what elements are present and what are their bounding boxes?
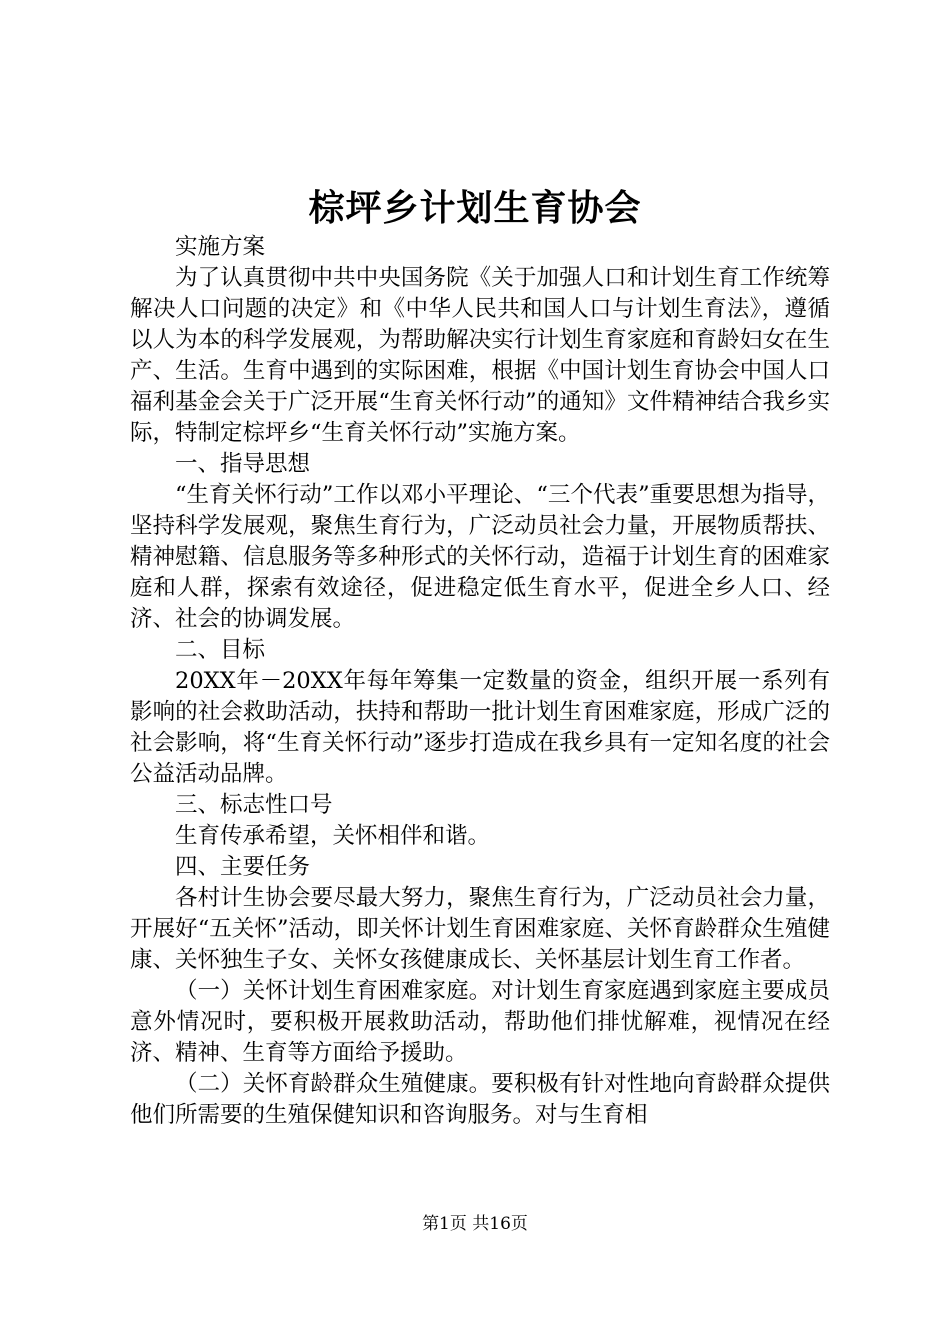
paragraph: 实施方案 (175, 234, 266, 260)
paragraph: 各村计生协会要尽最大努力，聚焦生育行为，广泛动员社会力量，开展好“五关怀”活动，即关怀计划生育困难家庭、关怀育龄群众生殖健康、关怀独生子女、关怀女孩健康成长、关怀基层计划生育工作者。 (130, 885, 830, 973)
document-body (130, 232, 830, 1131)
paragraph: 20XX年－20XX年每年筹集一定数量的资金，组织开展一系列有影响的社会救助活动，扶持和帮助一批计划生育困难家庭，形成广泛的社会影响，将“生育关怀行动”逐步打造成在我乡具有一定知名度的社会公益活动品牌。 (130, 668, 830, 787)
section-heading: 一、指导思想 (175, 451, 311, 477)
paragraph: “生育关怀行动”工作以邓小平理论、“三个代表”重要思想为指导，坚持科学发展观，聚焦生育行为，广泛动员社会力量，开展物质帮扶、精神慰籍、信息服务等多种形式的关怀行动，造福于计划生育的困难家庭和人群，探索有效途径，促进稳定低生育水平，促进全乡人口、经济、社会的协调发展。 (130, 482, 830, 632)
paragraph: 生育传承希望，关怀相伴和谐。 (175, 823, 491, 849)
section-heading: 四、主要任务 (175, 854, 311, 880)
paragraph: （一）关怀计划生育困难家庭。对计划生育家庭遇到家庭主要成员意外情况时，要积极开展救助活动，帮助他们排忧解难，视情况在经济、精神、生育等方面给予援助。 (130, 978, 830, 1066)
paragraph: （二）关怀育龄群众生殖健康。要积极有针对性地向育龄群众提供他们所需要的生殖保健知识和咨询服务。对与生育相 (130, 1071, 830, 1128)
paragraph: 为了认真贯彻中共中央国务院《关于加强人口和计划生育工作统筹解决人口问题的决定》和《中华人民共和国人口与计划生育法》，遵循以人为本的科学发展观，为帮助解决实行计划生育家庭和育龄妇女在生产、生活。生育中遇到的实际困难，根据《中国计划生育协会中国人口福利基金会关于广泛开展“生育关怀行动”的通知》文件精神结合我乡实际，特制定棕坪乡“生育关怀行动”实施方案。 (130, 265, 830, 446)
document-title: 棕坪乡计划生育协会 (308, 187, 642, 229)
section-heading: 三、标志性口号 (175, 792, 333, 818)
section-heading: 二、目标 (175, 637, 266, 663)
page-number-footer: 第1页 共16页 (422, 1214, 528, 1234)
